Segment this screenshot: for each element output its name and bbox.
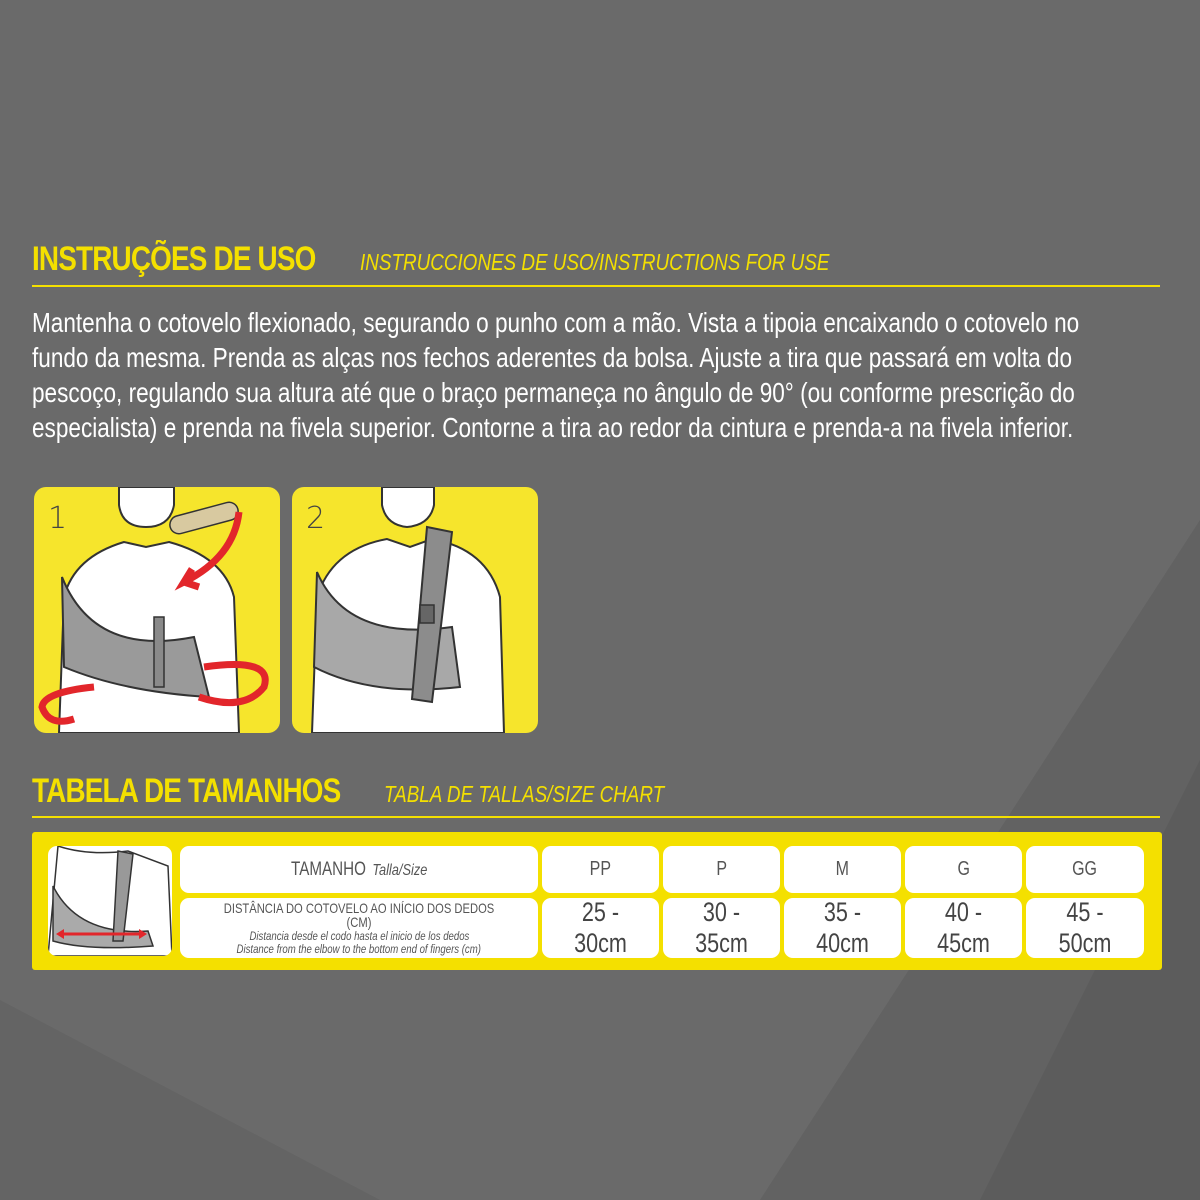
size-label-cell	[180, 846, 538, 893]
distance-label: DISTÂNCIA DO COTOVELO AO INÍCIO DOS DEDOS (CM)	[223, 899, 495, 931]
distance-label-en: Distance from the elbow to the bottom end of fingers (cm)	[236, 941, 482, 956]
distance-label-es: Distancia desde el codo hasta el inicio de los dedos	[249, 929, 469, 944]
step-1-panel	[34, 487, 280, 733]
distance-label-cell	[180, 898, 538, 958]
size-label: TAMANHO	[290, 859, 366, 880]
size-range-p: 30 - 35cm	[663, 898, 780, 958]
instructions-text	[32, 305, 1160, 445]
instructions-heading	[32, 240, 932, 279]
size-range-pp: 25 - 30cm	[542, 898, 659, 958]
step-number: 1	[48, 501, 68, 536]
size-header-m: M	[784, 846, 901, 893]
size-header-gg: GG	[1026, 846, 1144, 893]
step-1-illustration	[34, 487, 280, 733]
instructions-subtitle: INSTRUCCIONES DE USO/INSTRUCTIONS FOR USE	[359, 249, 830, 275]
size-header-pp: PP	[542, 846, 659, 893]
size-header-p: P	[663, 846, 780, 893]
size-chart-title: TABELA DE TAMANHOS	[32, 772, 341, 810]
size-chart-divider	[32, 816, 1160, 818]
instructions-divider	[32, 285, 1160, 287]
measurement-illustration	[48, 846, 172, 956]
size-header-g: G	[905, 846, 1022, 893]
size-range-g: 40 - 45cm	[905, 898, 1022, 958]
size-chart-subtitle: TABLA DE TALLAS/SIZE CHART	[384, 781, 665, 807]
size-chart-heading	[32, 772, 726, 811]
instructions-title: INSTRUÇÕES DE USO	[32, 240, 316, 278]
size-range-m: 35 - 40cm	[784, 898, 901, 958]
step-2-illustration	[292, 487, 538, 733]
step-2-panel	[292, 487, 538, 733]
size-label-sub: Talla/Size	[372, 862, 428, 879]
instructions-line: Mantenha o cotovelo flexionado, segurando o punho com a mão. Vista a tipoia encaixando o cotovelo no	[32, 307, 1080, 338]
instructions-line: fundo da mesma. Prenda as alças nos fechos aderentes da bolsa. Ajuste a tira que passará em volta do	[32, 342, 1073, 373]
step-number: 2	[306, 501, 326, 536]
instructions-line: pescoço, regulando sua altura até que o braço permaneça no ângulo de 90° (ou conforme prescrição do	[32, 377, 1075, 408]
size-range-gg: 45 - 50cm	[1026, 898, 1144, 958]
size-chart-table	[32, 832, 1162, 970]
instructions-line: especialista) e prenda na fivela superior. Contorne a tira ao redor da cintura e prenda-a na fivela inferior.	[32, 412, 1074, 443]
